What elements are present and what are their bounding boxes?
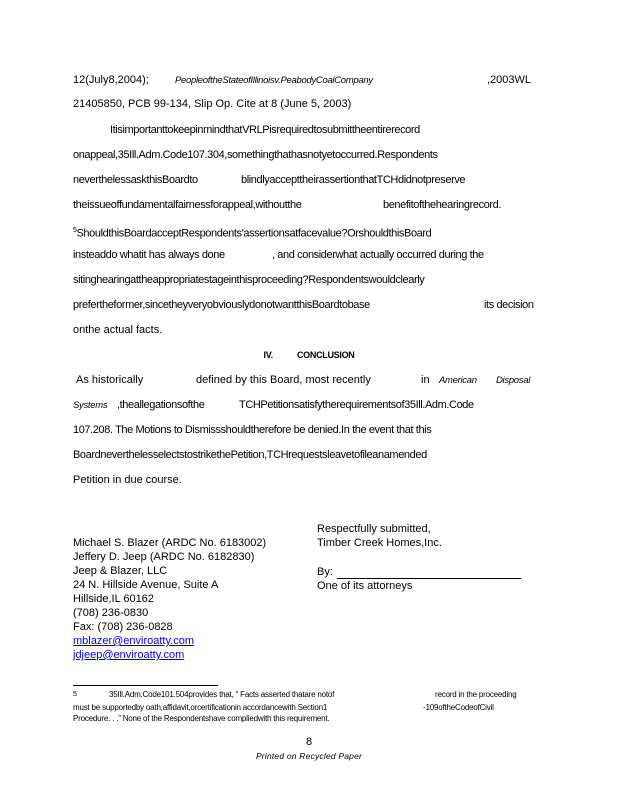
para1-line-9: onthe actual facts. xyxy=(73,324,163,336)
attorney-role: One of its attorneys xyxy=(317,580,413,592)
para1-line-6: insteaddo whatit has always done , and considerwhat actually occurred during the xyxy=(73,249,484,261)
citation-wl: ,2003WL xyxy=(487,74,532,86)
page-number: 8 xyxy=(305,736,313,748)
para1-line-1: ItisimportanttokeepinmindthatVRLPisrequiredtosubmittheentirerecord xyxy=(110,124,420,136)
email-link-jeep[interactable]: jdjeep@enviroatty.com xyxy=(73,649,185,661)
para1-line-5: $^5$ShouldthisBoardacceptRespondents'assertionsatfacevalue?OrshouldthisBoard xyxy=(73,227,432,240)
firm-name: Jeep & Blazer, LLC xyxy=(73,565,168,577)
para2-line-4: BoardneverthelesselectstostrikethePetition,TCHrequestsleavetofileanamended xyxy=(73,449,427,461)
printed-note: Printed on Recycled Paper xyxy=(255,751,363,761)
para1-line-8: prefertheformer,sincetheyveryobviouslydonotwantthisBoardtobase its decision xyxy=(73,299,534,311)
footnote-rule xyxy=(73,685,218,686)
fax: Fax: (708) 236-0828 xyxy=(73,621,173,633)
citation-line-2: 21405850, PCB 99-134, Slip Op. Cite at 8 (June 5, 2003) xyxy=(73,98,352,110)
case-name: PeopleoftheStateofIllinoisv.PeabodyCoalCompany xyxy=(175,75,373,86)
para2-line-2: Systems ,theallegationsofthe TCHPetitionsatisfytherequirementsof35Ill.Adm.Code xyxy=(73,399,474,411)
section-heading xyxy=(0,350,618,360)
phone: (708) 236-0830 xyxy=(73,607,149,619)
signature-line: By: xyxy=(317,565,521,579)
attorney-1: Michael S. Blazer (ARDC No. 6183002) xyxy=(73,537,267,549)
party-name: Timber Creek Homes,Inc. xyxy=(317,537,442,549)
para2-line-1: As historically defined by this Board, most recently in American Disposal xyxy=(76,374,531,386)
para1-line-3: neverthelessaskthisBoardto blindlyaccepttheirassertionthatTCHdidnotpreserve xyxy=(73,174,466,186)
closing: Respectfully submitted, xyxy=(317,523,431,535)
para1-line-4: theissueoffundamentalfairnessforappeal,withoutthe benefitofthehearingrecord. xyxy=(73,199,502,211)
section-number: IV. xyxy=(263,350,273,360)
footnote-line-1: $^5$ 35Ill.Adm.Code101.504provides that, “ Facts asserted thatare notof record in the proceeding xyxy=(73,690,517,699)
city-line: Hillside,IL 60162 xyxy=(73,593,154,605)
signature-block xyxy=(317,522,521,593)
attorney-2: Jeffery D. Jeep (ARDC No. 6182830) xyxy=(73,551,255,563)
para1-line-2: onappeal,35Ill.Adm.Code107.304,somethingthathasnotyetoccurred.Respondents xyxy=(73,149,438,161)
footnote-line-3: Procedure. . .” None of the Respondentshave compliedwith this requirement. xyxy=(73,714,330,723)
para1-line-7: sitinghearingattheappropriatestageinthisproceeding?Respondentswouldclearly xyxy=(73,274,425,286)
signature-blank xyxy=(337,567,521,579)
para2-line-5: Petition in due course. xyxy=(73,474,182,486)
para2-line-3: 107.208. The Motions to Dismissshouldtherefore be denied.In the event that this xyxy=(73,424,432,436)
footnote-number: 5 xyxy=(73,691,77,698)
section-title: CONCLUSION xyxy=(296,350,355,360)
footnote-reference[interactable]: 5 xyxy=(73,227,77,234)
citation-date: 12(July8,2004); xyxy=(73,74,149,86)
email-link-blazer[interactable]: mblazer@enviroatty.com xyxy=(73,635,194,647)
attorney-info xyxy=(73,536,266,662)
citation-line-1 xyxy=(73,74,560,87)
footnote-line-2: must be supportedby oath,affidavit,orcertificationin accordancewith Section1 -109oftheCodeofCivil xyxy=(73,703,494,712)
address-line: 24 N. Hillside Avenue, Suite A xyxy=(73,579,219,591)
